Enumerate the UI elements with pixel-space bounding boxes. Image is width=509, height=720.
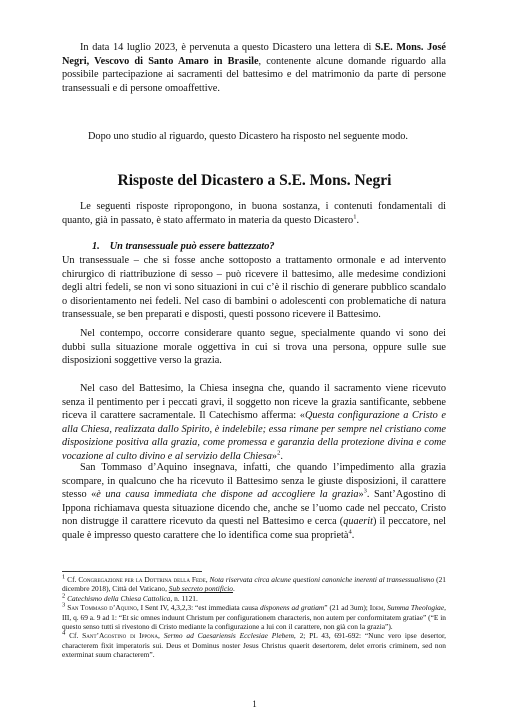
footnote-number: 3 xyxy=(62,601,66,609)
premise-text: Le seguenti risposte ripropongono, in buona sostanza, i contenuti fondamentali di quanto, già in passato, è stato affermato in materia da questo Dicastero xyxy=(62,201,446,226)
bishop-name: S.E. Mons. José Negri, Vescovo di Santo Amaro in Brasile xyxy=(62,42,446,67)
quote-close: » xyxy=(271,450,278,462)
contemporary-text: Nel contempo, occorre considerare quanto segue, specialmente quando vi sono dei dubbi sulla situazione morale oggettiva in cui si trova una persona, oppure sulle sue disposizioni soggettive verso la grazia. xyxy=(62,328,446,367)
footnote-ref-4[interactable]: 4 xyxy=(348,528,352,536)
footnote-title: Catechismo della Chiesa Cattolica xyxy=(67,593,171,603)
augustine-text-end: ) il peccatore, nel quale è impresso questo carattere che lo identifica come sua proprietà xyxy=(62,516,446,541)
footnote-2 xyxy=(62,594,446,603)
footnote-text: Cf. xyxy=(65,575,79,584)
footnote-number: 2 xyxy=(62,592,66,600)
premise-end: . xyxy=(356,214,360,226)
aquinas-text: San Tommaso d’Aquino insegnava, infatti, che quando l’impedimento alla grazia scompare, in qualcuno che ha ricevuto il Battesimo senza le giuste disposizioni, il carattere stesso « xyxy=(62,462,446,501)
footnote-title: Sermo ad Caesariensis Ecclesiae Plebem xyxy=(163,631,294,641)
study-text: Dopo uno studio al riguardo, questo Dicastero ha risposto nel seguente modo. xyxy=(88,131,409,142)
study-paragraph xyxy=(62,130,446,144)
question-number: 1. xyxy=(92,241,100,252)
footnote-text: , xyxy=(205,575,210,584)
page-number: 1 xyxy=(252,699,257,709)
footnote-1 xyxy=(62,575,446,594)
footnote-author: Congregazione per la Dottrina della Fede xyxy=(78,575,206,584)
aquinas-end: . xyxy=(351,529,355,541)
intro-text-start: In data 14 luglio 2023, è pervenuta a questo Dicastero una lettera di xyxy=(80,42,375,53)
footnote-text: ” (21 ad 3um); xyxy=(324,603,370,613)
footnote-4 xyxy=(62,631,446,659)
footnote-author: Idem xyxy=(369,603,384,613)
footnote-author: Sant’Agostino di Ippona xyxy=(82,631,159,641)
footnote-text: , xyxy=(158,631,164,641)
secret-notice: Sub secreto pontificio xyxy=(168,584,233,594)
footnote-ref-3[interactable]: 3 xyxy=(363,487,367,495)
question-1-heading xyxy=(92,241,275,252)
footnote-text: , III, q. 69 a. 9 ad 1: “Et sic omnes induunt Christum per configurationem characteris, non autem per conformitatem gratiae” (“E in questo senso tutti si rivestono di Cristo mediante la configurazione a lui con il carattere, non già con la grazia”). xyxy=(62,603,446,632)
section-title: Risposte del Dicastero a S.E. Mons. Negri xyxy=(117,172,392,189)
question-text: Un transessuale può essere battezzato? xyxy=(109,241,275,252)
footnote-title: Summa Theologiae xyxy=(387,603,445,613)
augustine-text: . Sant’Agostino di Ippona richiamava questa situazione dicendo che, anche se l’uomo cade nel peccato, Cristo non distrugge il carattere ricevuto da questi nel Battesimo e cerca ( xyxy=(62,489,447,528)
footnote-ref-2[interactable]: 2 xyxy=(277,449,281,457)
footnote-number: 1 xyxy=(62,573,66,581)
footnote-author: San Tommaso d’Aquino xyxy=(67,603,137,613)
footnote-text: , n. 1121. xyxy=(170,593,198,603)
footnote-title: Nota riservata circa alcune questioni canoniche inerenti al transessualismo xyxy=(209,575,435,584)
footnote-number: 4 xyxy=(62,629,66,637)
footnote-text: , xyxy=(383,603,388,613)
answer-1-paragraph xyxy=(62,254,446,322)
footnote-divider xyxy=(62,571,202,572)
footnote-text: . xyxy=(232,584,235,594)
answer-1-text: Un transessuale – che si fosse anche sottoposto a trattamento ormonale e ad intervento chirurgico di riattribuzione di sesso – può ricevere il battesimo, alle medesime condizioni degli altri fedeli, se non vi sono situazioni in cui c’è il rischio di generare pubblico scandalo o disorientamento nei fedeli. Nel caso di bambini o adolescenti con problematiche di natura transessuale, se ben preparati e disposti, questi possono ricevere il Battesimo. xyxy=(62,255,446,321)
intro-text-end: , contenente alcune domande riguardo alla possibile partecipazione ai sacramenti del battesimo e del matrimonio da parte di persone transessuali e di persone omoaffettive. xyxy=(62,55,446,94)
footnotes xyxy=(62,575,446,660)
aquinas-quote: è una causa immediata che dispone ad accogliere la grazia xyxy=(96,489,359,501)
quote-close: » xyxy=(358,489,364,501)
catechism-quote: Questa configurazione a Cristo e alla Chiesa, realizzata dallo Spirito, è indelebile; essa rimane per sempre nel cristiano come disposizione positiva alla grazia, come promessa e garanzia della protezione divina e come vocazione al culto divino e al servizio della Chiesa xyxy=(62,410,446,462)
catechism-paragraph xyxy=(62,382,446,464)
footnote-text: , 2; PL 43, 691-692: “Nunc vero ipse desertor, characterem fixit imperatoris sui. Deus et Dominus noster Jesus Christus quaerit desertorem, delet erroris criminem, sed non exterminat suum characterem”. xyxy=(62,631,446,660)
premise-paragraph xyxy=(62,200,446,227)
footnote-text: Cf. xyxy=(65,631,83,641)
footnote-quote: disponens ad gratiam xyxy=(260,603,325,613)
footnote-ref-1[interactable]: 1 xyxy=(353,213,357,221)
catechism-end: . xyxy=(280,450,283,462)
intro-paragraph xyxy=(62,41,446,95)
contemporary-paragraph xyxy=(62,327,446,368)
catechism-text: Nel caso del Battesimo, la Chiesa insegna che, quando il sacramento viene ricevuto senza il pentimento per i peccati gravi, il soggetto non riceve la grazia santificante, sebbene riceva il carattere sacramentale. Il Catechismo afferma: « xyxy=(62,383,446,422)
footnote-text: , I Sent IV, 4,3,2,3: “est immediata causa xyxy=(136,603,260,613)
quaerit-word: quaerit xyxy=(343,516,373,528)
aquinas-paragraph xyxy=(62,461,446,543)
footnote-3 xyxy=(62,603,446,631)
footnote-text: (21 dicembre 2018), Città del Vaticano, xyxy=(62,575,446,594)
